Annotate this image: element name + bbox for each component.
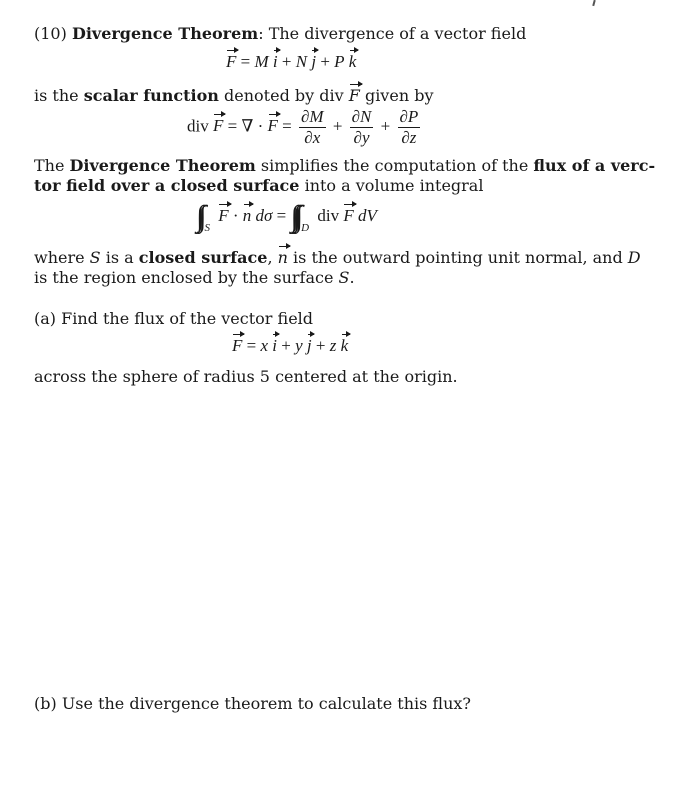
problem-number: (10) (34, 24, 67, 43)
text-segment: . (349, 268, 355, 287)
theorem-line-1 (34, 156, 655, 176)
volume-subscript: D (301, 221, 310, 234)
bold-term: closed surface (138, 248, 268, 267)
field-equation (226, 52, 356, 72)
text-segment: given by (359, 86, 434, 105)
vector-F: F (226, 52, 237, 71)
theorem-line-2 (34, 176, 483, 196)
bold-term: tor field over a closed surface (34, 176, 300, 195)
numerator: ∂M (301, 107, 324, 126)
equals-sign: = (246, 336, 257, 355)
fraction-dM-dx (299, 108, 326, 147)
surface-symbol: S (89, 248, 101, 267)
integral-equation (196, 200, 377, 234)
denominator: ∂x (304, 128, 321, 147)
part-a-across: across the sphere of radius 5 centered at the origin. (34, 367, 458, 386)
plus-sign: + (320, 52, 330, 71)
vector-F: F (348, 86, 360, 105)
region-symbol: D (627, 248, 641, 267)
vector-F: F (267, 116, 278, 136)
divergence-equation (187, 108, 423, 147)
normal-vector-n: n (242, 205, 252, 225)
div-operator: div (187, 116, 209, 136)
bold-term: scalar function (83, 86, 219, 105)
component-N: N (295, 52, 308, 71)
numerator: ∂N (351, 107, 372, 126)
normal-vector-n: n (277, 248, 288, 267)
nabla-symbol: ∇ (241, 116, 254, 136)
equals-sign: = (240, 52, 251, 71)
div-operator: div (317, 205, 340, 225)
unit-vector-k: k (348, 52, 357, 71)
equals-sign: = (282, 116, 292, 136)
component-M: M (254, 52, 269, 71)
unit-vector-i: i (272, 52, 278, 71)
vector-F: F (212, 116, 224, 136)
unit-vector-i: i (272, 336, 278, 355)
dot-operator: · (232, 205, 239, 225)
equals-sign: = (276, 205, 287, 225)
part-a-equation (232, 336, 348, 356)
where-line-1 (34, 248, 641, 268)
theorem-title: Divergence Theorem (71, 24, 259, 43)
plus-sign: + (380, 116, 391, 136)
text-segment: is a (100, 248, 139, 267)
intro-line (34, 24, 526, 44)
text-segment: The (34, 156, 70, 175)
denominator: ∂z (401, 128, 417, 147)
fraction-dN-dy (350, 108, 374, 147)
unit-vector-j: j (306, 336, 312, 355)
plus-sign: + (332, 116, 343, 136)
text-segment: is the outward pointing unit normal, and (287, 248, 628, 267)
denominator: ∂y (353, 128, 370, 147)
volume-integral-symbol: ∫∫∫ (290, 200, 298, 233)
component-P: P (334, 52, 345, 71)
scalar-function-line (34, 86, 433, 106)
text-segment: is the (34, 86, 84, 105)
unit-vector-j: j (311, 52, 317, 71)
plus-sign: + (315, 336, 326, 355)
numerator: ∂P (399, 107, 419, 126)
variable-y: y (295, 336, 303, 355)
variable-z: z (329, 336, 337, 355)
text-segment: into a volume integral (299, 176, 484, 195)
volume-element: dV (357, 205, 377, 225)
vector-F: F (343, 205, 354, 225)
part-a-label: (a) Find the flux of the vector field (34, 309, 314, 328)
vector-F: F (218, 205, 229, 225)
intro-rest: : The divergence of a vector field (258, 24, 527, 43)
variable-x: x (260, 336, 269, 355)
text-segment: simplifies the computation of the (255, 156, 534, 175)
page-corner-mark (592, 0, 595, 6)
surface-integral-symbol: ∫∫ (196, 200, 201, 233)
text-segment: denoted by div (218, 86, 349, 105)
vector-F: F (232, 336, 243, 355)
surface-element: dσ (255, 205, 273, 225)
plus-sign: + (281, 336, 291, 355)
part-b-label: (b) Use the divergence theorem to calculate this flux? (34, 694, 472, 713)
bold-term: flux of a verc- (533, 156, 656, 175)
unit-vector-k: k (340, 336, 349, 355)
surface-symbol: S (338, 268, 350, 287)
plus-sign: + (281, 52, 292, 71)
fraction-dP-dz (398, 108, 421, 147)
dot-operator: · (257, 116, 264, 136)
text-segment: , (267, 248, 278, 267)
bold-term: Divergence Theorem (69, 156, 256, 175)
surface-subscript: S (204, 221, 210, 234)
text-segment: where (34, 248, 90, 267)
text-segment: is the region enclosed by the surface (34, 268, 339, 287)
where-line-2 (34, 268, 355, 288)
equals-sign: = (227, 116, 238, 136)
